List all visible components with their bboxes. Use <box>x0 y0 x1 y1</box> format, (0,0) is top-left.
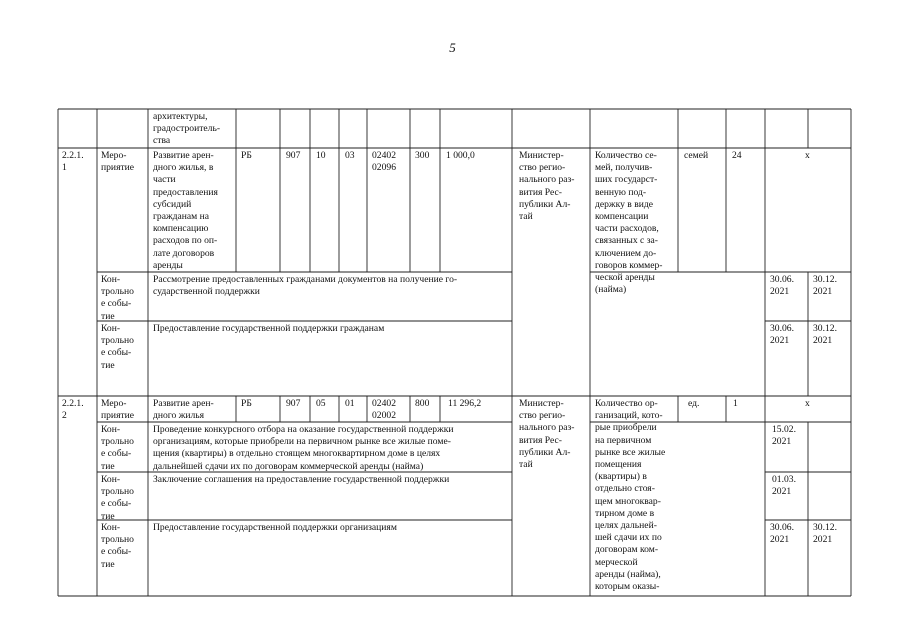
control-event-type: Кон- трольно е собы- тие <box>101 474 134 522</box>
control-event-start: 15.02. 2021 <box>772 424 796 448</box>
control-event-description: Предоставление государственной поддержки организациям <box>153 522 397 533</box>
event-csr: 02402 02096 <box>372 150 396 174</box>
event-unit: ед. <box>688 398 700 409</box>
event-amount: 11 296,2 <box>448 398 482 409</box>
control-event-description: Проведение конкурсного отбора на оказание государственной поддержки организациям, которые приобрели на первичном рынке все жилые поме- щения (квартиры) в отдельно стоящем многоквартирном доме в целях дальнейшей сдачи их по договорам коммерческой аренды (найма) <box>153 424 454 472</box>
control-event-description: Рассмотрение предоставленных гражданами документов на получение го- сударственной поддержки <box>153 274 458 298</box>
control-event-description: Заключение соглашения на предоставление государственной поддержки <box>153 474 450 485</box>
control-event-start: 30.06. 2021 <box>770 522 794 546</box>
event-rz: 10 <box>316 150 326 161</box>
event-type: Меро- приятие <box>101 150 135 174</box>
event-responsible: Министер- ство регио- нального раз- вития Рес- публики Ал- тай <box>519 150 575 223</box>
event-budget: РБ <box>241 398 252 409</box>
control-event-type: Кон- трольно е собы- тие <box>101 274 134 322</box>
event-amount: 1 000,0 <box>446 150 475 161</box>
event-vr: 800 <box>415 398 430 409</box>
control-event-start: 30.06. 2021 <box>770 274 794 298</box>
event-responsible: Министер- ство регио- нального раз- вития Рес- публики Ал- тай <box>519 398 575 471</box>
event-value: 1 <box>733 398 738 409</box>
control-event-type: Кон- трольно е собы- тие <box>101 424 134 472</box>
control-event-type: Кон- трольно е собы- тие <box>101 323 134 371</box>
event-pr: 03 <box>345 150 355 161</box>
control-event-start: 01.03. 2021 <box>772 474 796 498</box>
event-number: 2.2.1. 2 <box>62 398 84 422</box>
event-value: 24 <box>732 150 742 161</box>
event-number: 2.2.1. 1 <box>62 150 84 174</box>
page-number: 5 <box>449 40 456 55</box>
event-indicator: Количество ор- ганизаций, кото- рые приобрели на первичном рынке все жилые помещения (квартиры) в отдельно стоя- щем многоквар- тирном доме в целях дальней- шей сдачи их по договорам ком- мерческой аренды (найма), которым оказы- <box>595 398 666 593</box>
control-event-end: 30.12. 2021 <box>813 274 837 298</box>
event-dates-mark: х <box>805 398 810 409</box>
event-indicator: Количество се- мей, получив- ших государст- венную под- держку в виде компенсации части расходов, связанных с за- ключением до- говоров коммер- ческой аренды (найма) <box>595 150 663 296</box>
event-budget: РБ <box>241 150 252 161</box>
control-event-end: 30.12. 2021 <box>813 522 837 546</box>
continuation-description: архитектуры, градостроитель- ства <box>153 111 221 147</box>
control-event-type: Кон- трольно е собы- тие <box>101 522 134 570</box>
event-description: Развитие арен- дного жилья, в части предоставления субсидий гражданам на компенсацию расходов по оп- лате договоров аренды <box>153 150 218 271</box>
event-rz: 05 <box>316 398 326 409</box>
event-pr: 01 <box>345 398 355 409</box>
event-csr: 02402 02002 <box>372 398 396 422</box>
event-description: Развитие арен- дного жилья <box>153 398 214 422</box>
event-type: Меро- приятие <box>101 398 135 422</box>
event-vr: 300 <box>415 150 430 161</box>
event-unit: семей <box>684 150 709 161</box>
control-event-description: Предоставление государственной поддержки гражданам <box>153 323 385 334</box>
event-grbs: 907 <box>286 150 301 161</box>
control-event-end: 30.12. 2021 <box>813 323 837 347</box>
control-event-start: 30.06. 2021 <box>770 323 794 347</box>
event-dates-mark: х <box>805 150 810 161</box>
event-grbs: 907 <box>286 398 301 409</box>
